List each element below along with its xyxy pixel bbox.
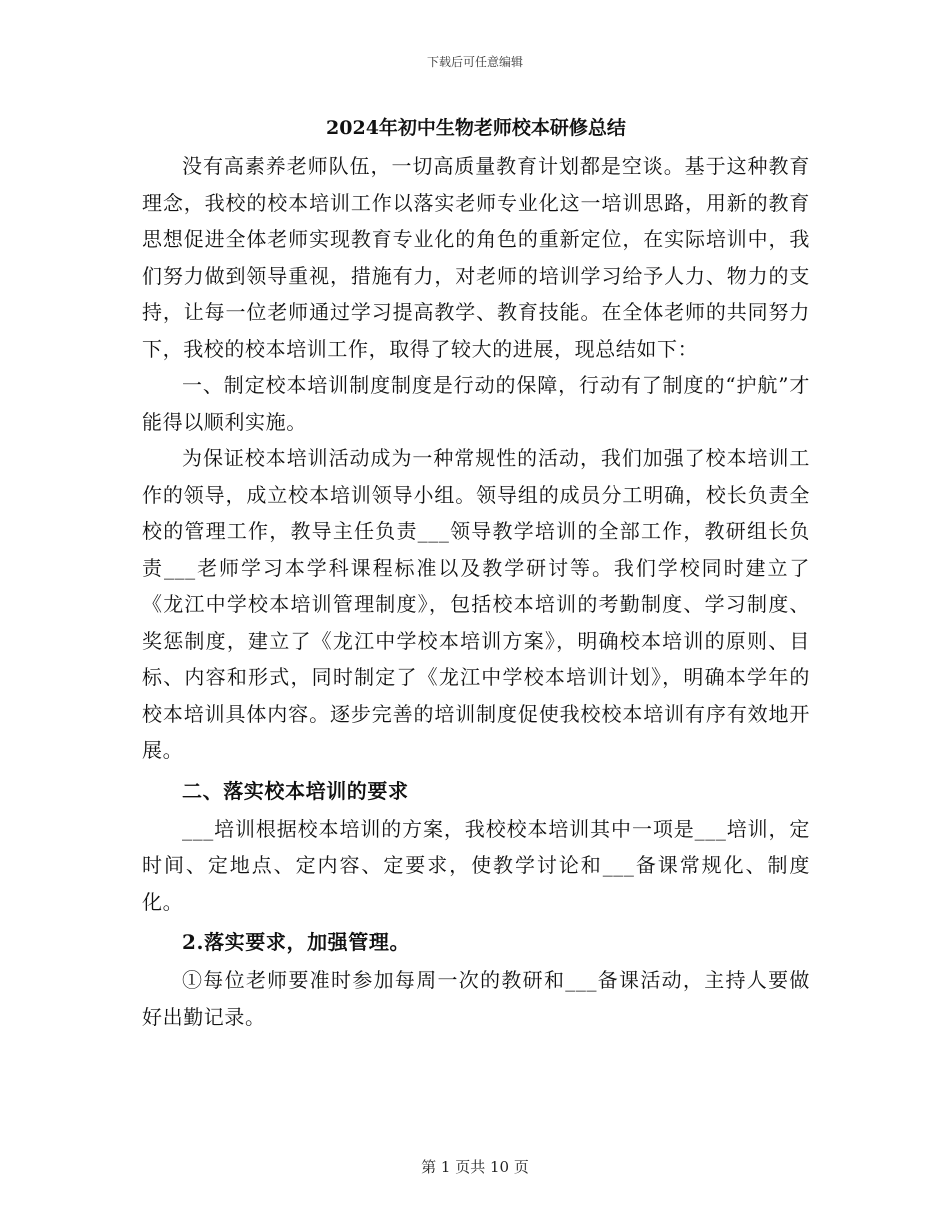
training-system-paragraph: 为保证校本培训活动成为一种常规性的活动，我们加强了校本培训工作的领导，成立校本培训领导小组。领导组的成员分工明确，校长负责全校的管理工作，教导主任负责___领导教学培训的全部工作，教研组长负责___老师学习本学科课程标准以及教学研讨等。我们学校同时建立了《龙江中学校本培训管理制度》，包括校本培训的考勤制度、学习制度、奖惩制度，建立了《龙江中学校本培训方案》，明确校本培训的原则、目标、内容和形式，同时制定了《龙江中学校本培训计划》，明确本学年的校本培训具体内容。逐步完善的培训制度促使我校校本培训有序有效地开展。 [142, 446, 810, 762]
document-body [142, 112, 810, 1035]
intro-paragraph: 没有高素养老师队伍，一切高质量教育计划都是空谈。基于这种教育理念，我校的校本培训工作以落实老师专业化这一培训思路，用新的教育思想促进全体老师实现教育专业化的角色的重新定位，在实际培训中，我们努力做到领导重视，措施有力，对老师的培训学习给予人力、物力的支持，让每一位老师通过学习提高教学、教育技能。在全体老师的共同努力下，我校的校本培训工作，取得了较大的进展，现总结如下： [142, 154, 810, 361]
page-number: 第 1 页共 10 页 [421, 1158, 529, 1176]
training-requirement-paragraph: ___培训根据校本培训的方案，我校校本培训其中一项是___培训，定时间、定地点、定内容、定要求，使教学讨论和___备课常规化、制度化。 [142, 816, 810, 914]
download-note: 下载后可任意编辑 [426, 55, 523, 69]
subsection-heading: 2.落实要求，加强管理。 [182, 930, 411, 954]
document-title: 2024年初中生物老师校本研修总结 [326, 117, 626, 139]
section-one-paragraph: 一、制定校本培训制度制度是行动的保障，行动有了制度的“护航”才能得以顺利实施。 [142, 373, 810, 434]
attendance-paragraph: ①每位老师要准时参加每周一次的教研和___备课活动，主持人要做好出勤记录。 [142, 968, 810, 1029]
section-two-heading: 二、落实校本培训的要求 [182, 778, 409, 803]
